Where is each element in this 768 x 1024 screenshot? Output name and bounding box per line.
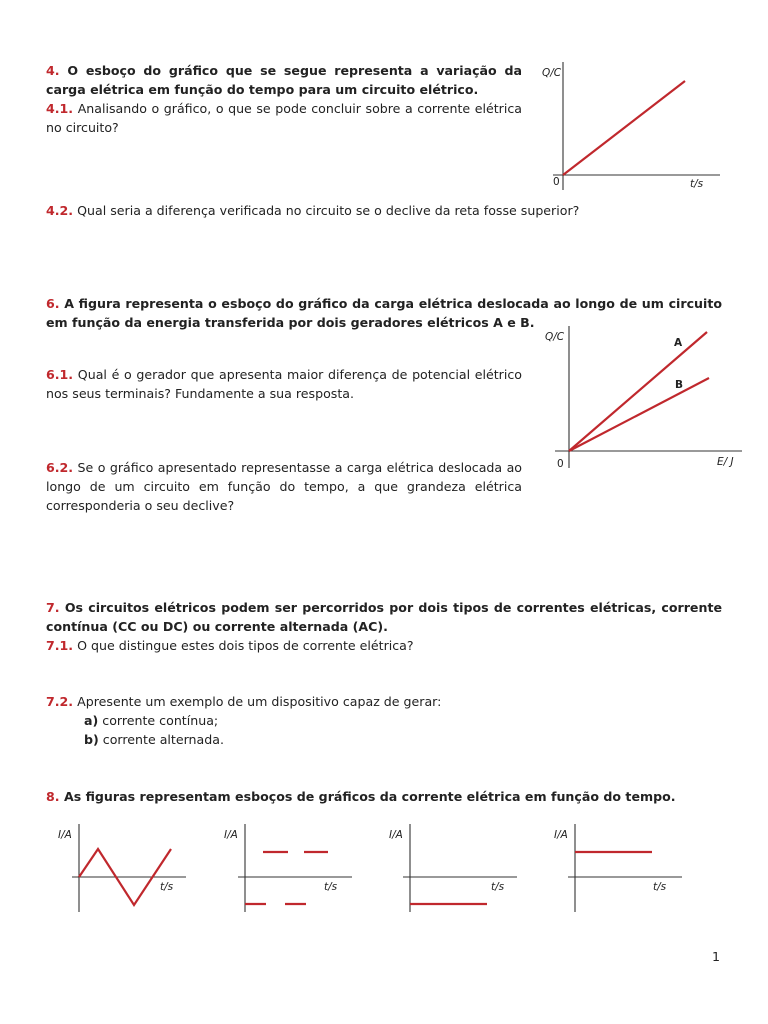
question-7-1: 7.1. O que distingue estes dois tipos de corrente elétrica? [46,637,414,653]
graph-8-triangular-current [50,820,190,916]
graph-8b-xlabel: t/s [324,881,338,893]
graph-4-origin: 0 [553,176,560,188]
question-6-statement: 6. A figura representa o esboço do gráfico da carga elétrica deslocada ao longo de um circuito em função da energia transferida por dois geradores elétricos A e B. [46,296,722,330]
graph-6-line-b [569,378,709,451]
question-7 [46,599,722,656]
graph-4-line [563,81,685,175]
question-4 [46,62,522,138]
page-number: 1 [711,949,720,964]
graph-8-square-current [216,820,356,916]
graph-4-xlabel: t/s [690,178,704,190]
graph-8b-ylabel: I/A [224,829,238,841]
graph-8c-xlabel: t/s [491,881,505,893]
graph-4-charge-vs-time [535,58,725,194]
graph-8c-ylabel: I/A [389,829,403,841]
question-6-1: 6.1. Qual é o gerador que apresenta maior diferença de potencial elétrico nos seus terminais? Fundamente a sua resposta. [46,367,522,401]
graph-6-origin: 0 [557,458,564,470]
graph-8d-ylabel: I/A [554,829,568,841]
graph-8d-xlabel: t/s [653,881,667,893]
graph-8a-xlabel: t/s [160,881,174,893]
graph-6-label-b: B [675,379,684,391]
question-8: 8. As figuras representam esboços de gráficos da corrente elétrica em função do tempo. [46,789,676,804]
graph-4-ylabel: Q/C [542,67,562,79]
question-4-1: 4.1. Analisando o gráfico, o que se pode concluir sobre a corrente elétrica no circuito? [46,100,522,135]
graph-6-ylabel: Q/C [545,331,565,343]
question-4-2: 4.2. Qual seria a diferença verificada no circuito se o declive da reta fosse superior? [46,203,580,218]
question-7-statement: 7. Os circuitos elétricos podem ser percorridos por dois tipos de correntes elétricas, corrente contínua (CC ou DC) ou corrente alternada (AC). [46,600,723,634]
graph-6-charge-vs-energy [537,322,745,472]
graph-8-constant-negative-current [381,820,521,916]
question-7-2: 7.2. Apresente um exemplo de um dispositivo capaz de gerar: a) corrente contínua; b) corrente alternada. [46,693,722,750]
graph-6-label-a: A [674,337,683,349]
question-6-2: 6.2. Se o gráfico apresentado representasse a carga elétrica deslocada ao longo de um circuito em função do tempo, a que grandeza elétrica corresponderia o seu declive? [46,460,522,513]
graph-8-constant-positive-current [546,820,686,916]
question-4-statement: 4. O esboço do gráfico que se segue representa a variação da carga elétrica em função do tempo para um circuito elétrico. [46,63,522,97]
graph-6-xlabel: E/ J [717,456,734,468]
question-7-2-a: a) corrente contínua; [84,712,219,728]
graph-8a-ylabel: I/A [58,829,72,841]
question-7-2-b: b) corrente alternada. [84,731,224,747]
graph-6-line-a [569,332,707,451]
